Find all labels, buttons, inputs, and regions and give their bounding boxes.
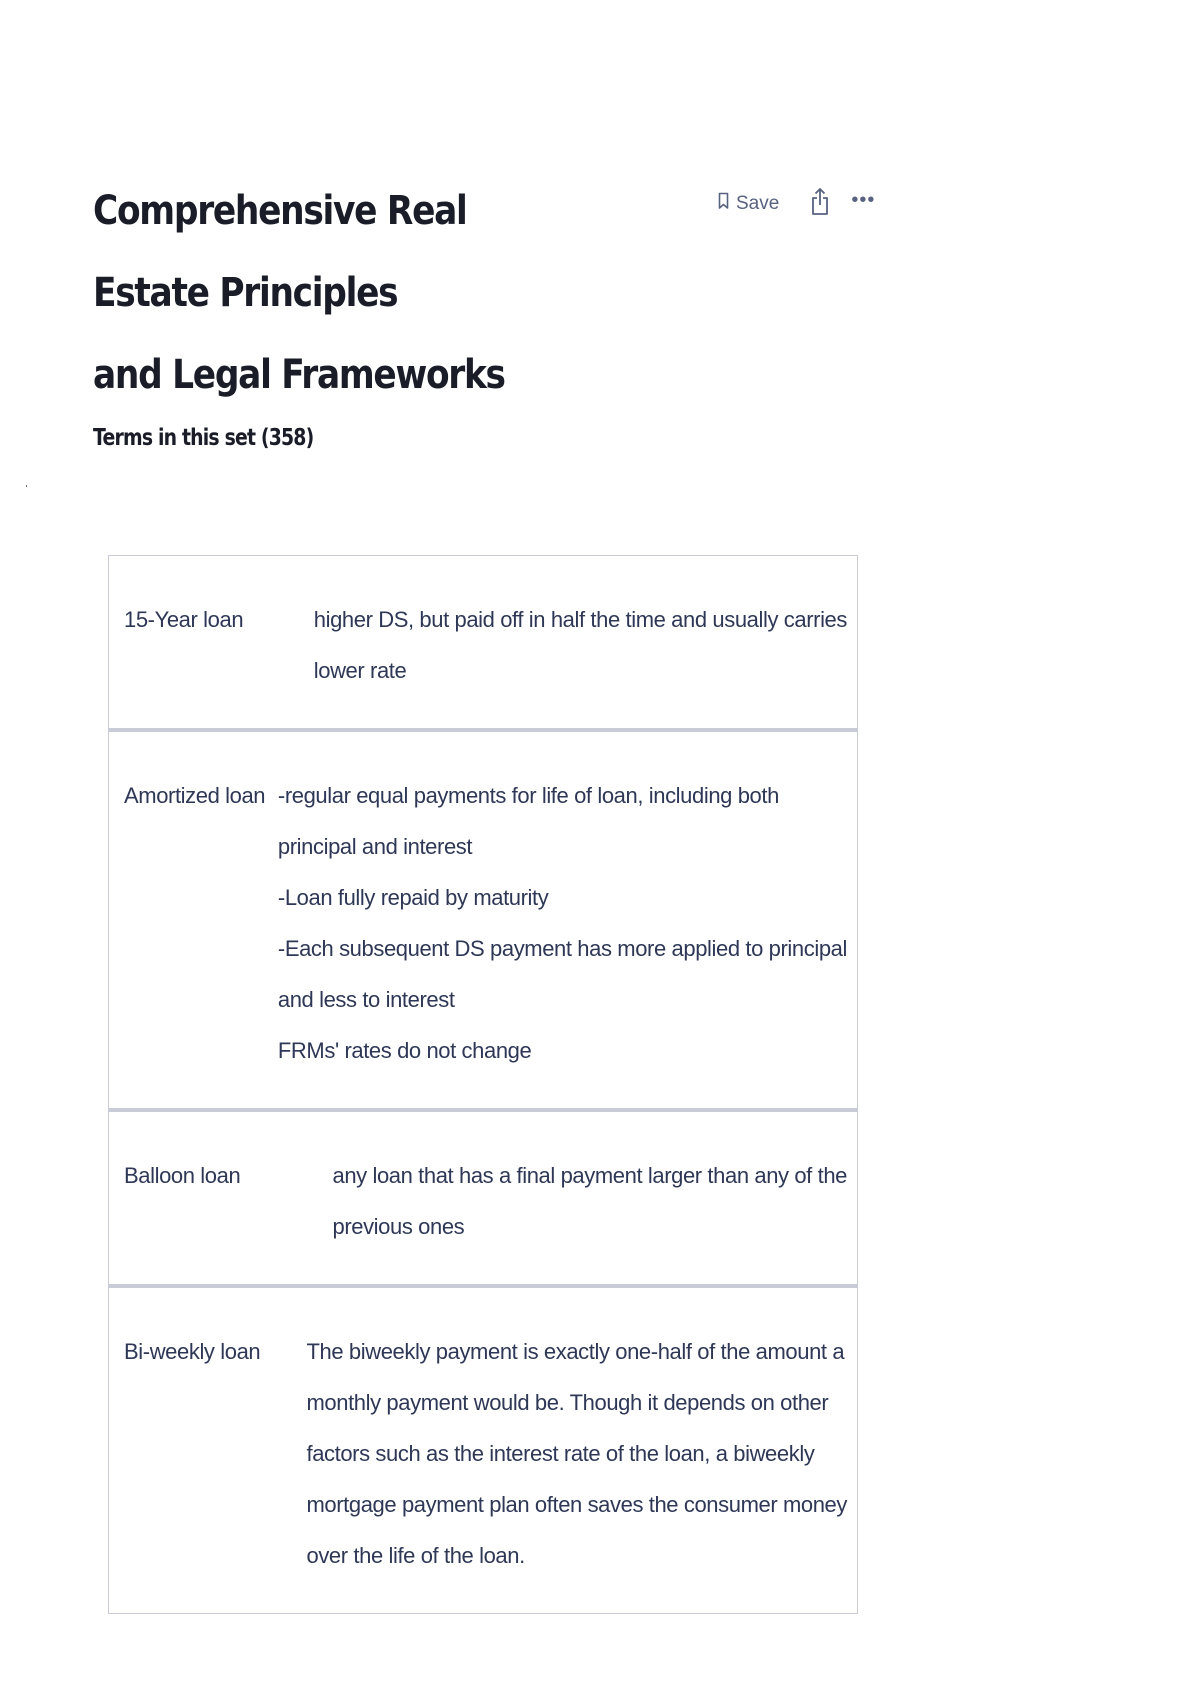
- term-row: [109, 728, 857, 1108]
- term-row: [109, 556, 857, 728]
- definition-line: -Each subsequent DS payment has more applied to principal: [277, 936, 847, 961]
- save-button[interactable]: [718, 192, 779, 216]
- definition-line: mortgage payment plan often saves the consumer money: [306, 1492, 847, 1517]
- definition-line: The biweekly payment is exactly one-half of the amount a: [306, 1339, 845, 1364]
- term-row: [109, 1284, 857, 1613]
- definition-line: over the life of the loan.: [306, 1543, 525, 1568]
- definition-line: lower rate: [313, 658, 407, 683]
- definition-line: FRMs' rates do not change: [277, 1038, 532, 1063]
- page-title: [93, 170, 575, 416]
- save-label: Save: [736, 193, 780, 214]
- term-definition: [314, 556, 857, 728]
- definition-line: any loan that has a final payment larger than any of the: [332, 1163, 847, 1188]
- term-word: Bi-weekly loan: [124, 1339, 261, 1364]
- definition-line: -Loan fully repaid by maturity: [277, 885, 549, 910]
- definition-line: higher DS, but paid off in half the time and usually carries: [313, 607, 847, 632]
- bookmark-icon: [718, 192, 729, 216]
- definition-line: previous ones: [332, 1214, 465, 1239]
- definition-line: and less to interest: [277, 987, 455, 1012]
- page-title-line-2: and Legal Frameworks: [93, 352, 505, 398]
- share-icon: [811, 186, 829, 223]
- page-title-line-1: Comprehensive Real Estate Principles: [93, 188, 467, 316]
- share-button[interactable]: [811, 186, 829, 223]
- terms-list: [108, 555, 858, 1614]
- stray-mark: [26, 485, 27, 487]
- definition-line: factors such as the interest rate of the loan, a biweekly: [306, 1441, 815, 1466]
- term-definition: [306, 1288, 857, 1613]
- term-word: Amortized loan: [124, 783, 266, 808]
- definition-line: principal and interest: [277, 834, 473, 859]
- terms-count-heading: Terms in this set (358): [93, 425, 314, 451]
- more-options-button[interactable]: •••: [851, 189, 876, 211]
- term-word: 15-Year loan: [124, 607, 244, 632]
- term-definition: [278, 732, 857, 1108]
- term-word: Balloon loan: [124, 1163, 241, 1188]
- definition-line: monthly payment would be. Though it depends on other: [306, 1390, 829, 1415]
- definition-line: -regular equal payments for life of loan, including both: [277, 783, 779, 808]
- term-row: [109, 1108, 857, 1284]
- term-definition: [332, 1112, 857, 1284]
- set-actions: [718, 188, 875, 220]
